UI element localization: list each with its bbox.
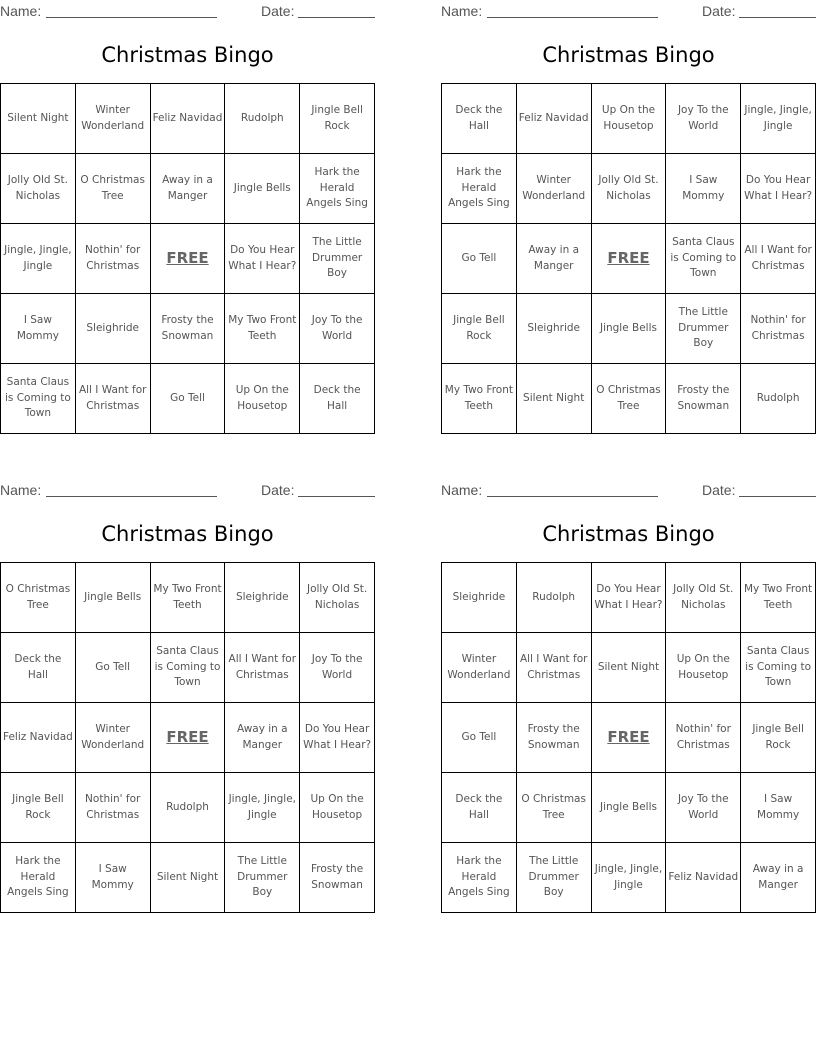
bingo-cell: Joy To the World	[300, 633, 375, 703]
bingo-cell: Feliz Navidad	[517, 84, 592, 154]
bingo-cell: Sleighride	[225, 563, 300, 633]
bingo-cell: My Two Front Teeth	[442, 364, 517, 434]
bingo-cell: Winter Wonderland	[517, 154, 592, 224]
bingo-grid	[441, 83, 816, 434]
bingo-cell: Frosty the Snowman	[666, 364, 741, 434]
bingo-cell: Frosty the Snowman	[300, 843, 375, 913]
name-label: Name:	[441, 3, 483, 19]
bingo-cell: Feliz Navidad	[666, 843, 741, 913]
card-title: Christmas Bingo	[101, 522, 274, 546]
bingo-cell: Away in a Manger	[517, 224, 592, 294]
bingo-cell: The Little Drummer Boy	[300, 224, 375, 294]
date-label: Date:	[261, 482, 295, 498]
bingo-cell: Feliz Navidad	[151, 84, 226, 154]
bingo-cell: O Christmas Tree	[76, 154, 151, 224]
name-label: Name:	[441, 482, 483, 498]
bingo-grid	[0, 83, 375, 434]
bingo-cell: Joy To the World	[666, 773, 741, 843]
bingo-cell: Jingle Bells	[592, 294, 667, 364]
bingo-cell: Jingle Bell Rock	[442, 294, 517, 364]
bingo-cell: Feliz Navidad	[1, 703, 76, 773]
bingo-grid	[441, 562, 816, 913]
bingo-cell: Deck the Hall	[442, 773, 517, 843]
free-space-cell: FREE	[592, 224, 667, 294]
bingo-cell: Jingle, Jingle, Jingle	[225, 773, 300, 843]
bingo-cell: Santa Claus is Coming to Town	[1, 364, 76, 434]
bingo-cell: My Two Front Teeth	[151, 563, 226, 633]
bingo-cell: Winter Wonderland	[76, 84, 151, 154]
bingo-cell: Go Tell	[442, 224, 517, 294]
bingo-cell: Do You Hear What I Hear?	[741, 154, 816, 224]
card-title: Christmas Bingo	[101, 43, 274, 67]
bingo-cell: Joy To the World	[300, 294, 375, 364]
free-space-cell: FREE	[151, 703, 226, 773]
bingo-cell: Jingle, Jingle, Jingle	[592, 843, 667, 913]
bingo-cell: Go Tell	[151, 364, 226, 434]
bingo-cell: Jingle, Jingle, Jingle	[1, 224, 76, 294]
bingo-cell: Santa Claus is Coming to Town	[151, 633, 226, 703]
bingo-cell: Winter Wonderland	[76, 703, 151, 773]
bingo-cell: Frosty the Snowman	[151, 294, 226, 364]
bingo-cell: Santa Claus is Coming to Town	[666, 224, 741, 294]
bingo-cell: Jingle Bell Rock	[300, 84, 375, 154]
bingo-cell: All I Want for Christmas	[517, 633, 592, 703]
bingo-cell: Deck the Hall	[442, 84, 517, 154]
bingo-cell: All I Want for Christmas	[741, 224, 816, 294]
bingo-cell: Hark the Herald Angels Sing	[300, 154, 375, 224]
bingo-cell: Silent Night	[151, 843, 226, 913]
bingo-cell: Jingle Bells	[592, 773, 667, 843]
bingo-cell: O Christmas Tree	[1, 563, 76, 633]
bingo-cell: I Saw Mommy	[1, 294, 76, 364]
bingo-cell: I Saw Mommy	[76, 843, 151, 913]
bingo-cell: O Christmas Tree	[592, 364, 667, 434]
date-field-line	[739, 496, 816, 497]
bingo-cell: My Two Front Teeth	[225, 294, 300, 364]
bingo-cell: Go Tell	[76, 633, 151, 703]
bingo-cell: Jingle Bell Rock	[741, 703, 816, 773]
date-field-line	[739, 17, 816, 18]
bingo-cell: Winter Wonderland	[442, 633, 517, 703]
bingo-cell: Up On the Housetop	[592, 84, 667, 154]
bingo-cell: Joy To the World	[666, 84, 741, 154]
bingo-cell: The Little Drummer Boy	[225, 843, 300, 913]
date-field-line	[298, 17, 375, 18]
bingo-cell: The Little Drummer Boy	[517, 843, 592, 913]
bingo-cell: Jingle, Jingle, Jingle	[741, 84, 816, 154]
bingo-cell: Do You Hear What I Hear?	[300, 703, 375, 773]
bingo-cell: Silent Night	[592, 633, 667, 703]
bingo-cell: Jolly Old St. Nicholas	[300, 563, 375, 633]
bingo-cell: Nothin' for Christmas	[666, 703, 741, 773]
bingo-cell: Jingle Bells	[76, 563, 151, 633]
bingo-grid	[0, 562, 375, 913]
name-date-row	[0, 481, 375, 499]
bingo-cell: Rudolph	[225, 84, 300, 154]
bingo-cell: Rudolph	[741, 364, 816, 434]
bingo-cell: Frosty the Snowman	[517, 703, 592, 773]
bingo-cell: Up On the Housetop	[225, 364, 300, 434]
bingo-cell: Jingle Bell Rock	[1, 773, 76, 843]
bingo-cell: Silent Night	[1, 84, 76, 154]
name-field-line	[46, 17, 217, 18]
name-date-row	[441, 481, 816, 499]
bingo-cell: Sleighride	[76, 294, 151, 364]
name-date-row	[0, 2, 375, 20]
bingo-cell: Nothin' for Christmas	[76, 773, 151, 843]
bingo-cell: Hark the Herald Angels Sing	[1, 843, 76, 913]
bingo-cell: The Little Drummer Boy	[666, 294, 741, 364]
card-title: Christmas Bingo	[542, 43, 715, 67]
bingo-cell: Jingle Bells	[225, 154, 300, 224]
bingo-cell: Jolly Old St. Nicholas	[666, 563, 741, 633]
bingo-cell: Jolly Old St. Nicholas	[1, 154, 76, 224]
bingo-cell: Away in a Manger	[741, 843, 816, 913]
name-label: Name:	[0, 3, 42, 19]
bingo-cell: Sleighride	[442, 563, 517, 633]
bingo-cell: Go Tell	[442, 703, 517, 773]
bingo-cell: Jolly Old St. Nicholas	[592, 154, 667, 224]
bingo-cell: Away in a Manger	[151, 154, 226, 224]
bingo-cell: Up On the Housetop	[300, 773, 375, 843]
free-space-cell: FREE	[151, 224, 226, 294]
bingo-cell: I Saw Mommy	[741, 773, 816, 843]
bingo-cell: Hark the Herald Angels Sing	[442, 843, 517, 913]
bingo-cell: Deck the Hall	[300, 364, 375, 434]
bingo-cell: I Saw Mommy	[666, 154, 741, 224]
bingo-cell: Do You Hear What I Hear?	[592, 563, 667, 633]
name-field-line	[487, 496, 658, 497]
bingo-cell: Nothin' for Christmas	[76, 224, 151, 294]
bingo-cell: Rudolph	[151, 773, 226, 843]
bingo-cell: O Christmas Tree	[517, 773, 592, 843]
date-field-line	[298, 496, 375, 497]
free-space-cell: FREE	[592, 703, 667, 773]
name-field-line	[46, 496, 217, 497]
bingo-cell: Rudolph	[517, 563, 592, 633]
bingo-cell: All I Want for Christmas	[76, 364, 151, 434]
bingo-cell: All I Want for Christmas	[225, 633, 300, 703]
bingo-cell: My Two Front Teeth	[741, 563, 816, 633]
bingo-cell: Silent Night	[517, 364, 592, 434]
date-label: Date:	[702, 482, 736, 498]
card-title: Christmas Bingo	[542, 522, 715, 546]
bingo-cell: Sleighride	[517, 294, 592, 364]
bingo-cell: Nothin' for Christmas	[741, 294, 816, 364]
bingo-cell: Do You Hear What I Hear?	[225, 224, 300, 294]
bingo-cell: Deck the Hall	[1, 633, 76, 703]
name-field-line	[487, 17, 658, 18]
date-label: Date:	[702, 3, 736, 19]
name-label: Name:	[0, 482, 42, 498]
name-date-row	[441, 2, 816, 20]
date-label: Date:	[261, 3, 295, 19]
bingo-cell: Up On the Housetop	[666, 633, 741, 703]
bingo-cell: Santa Claus is Coming to Town	[741, 633, 816, 703]
bingo-cell: Away in a Manger	[225, 703, 300, 773]
bingo-cell: Hark the Herald Angels Sing	[442, 154, 517, 224]
